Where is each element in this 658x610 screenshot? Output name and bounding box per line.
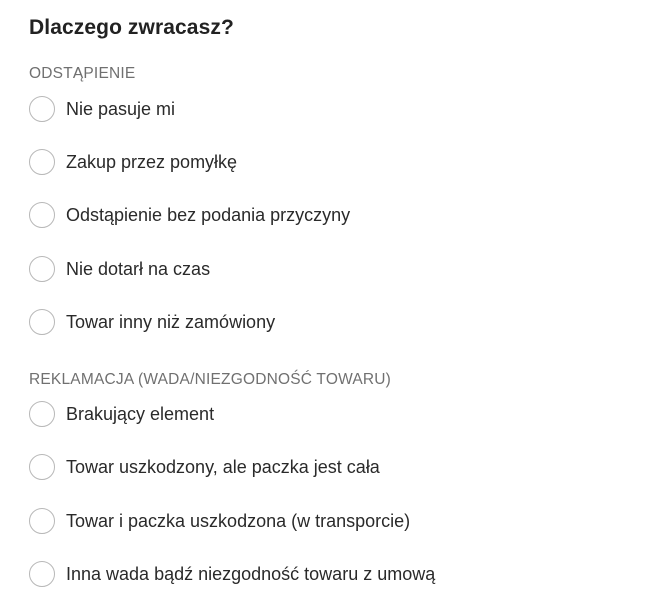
radio-button[interactable] — [29, 454, 55, 480]
option-label: Inna wada bądź niezgodność towaru z umową — [66, 563, 436, 584]
option-label: Towar i paczka uszkodzona (w transporcie) — [66, 510, 411, 531]
radio-button[interactable] — [29, 256, 55, 282]
option-nie-dotarl-na-czas[interactable] — [29, 255, 210, 283]
section-label-withdrawal: ODSTĄPIENIE — [29, 65, 136, 82]
option-label: Brakujący element — [66, 403, 215, 424]
option-zakup-przez-pomylke[interactable] — [29, 148, 237, 176]
section-label-complaint: REKLAMACJA (WADA/NIEZGODNOŚĆ TOWARU) — [29, 371, 392, 388]
radio-button[interactable] — [29, 401, 55, 427]
option-label: Towar uszkodzony, ale paczka jest cała — [66, 456, 380, 477]
option-towar-inny[interactable] — [29, 308, 275, 336]
option-brakujacy-element[interactable] — [29, 400, 214, 428]
option-towar-i-paczka-uszkodzona[interactable] — [29, 507, 410, 535]
radio-button[interactable] — [29, 96, 55, 122]
form-title: Dlaczego zwracasz? — [29, 16, 234, 39]
option-nie-pasuje-mi[interactable] — [29, 95, 175, 123]
option-label: Nie dotarł na czas — [66, 258, 211, 279]
radio-button[interactable] — [29, 508, 55, 534]
option-bez-podania-przyczyny[interactable] — [29, 201, 350, 229]
option-label: Odstąpienie bez podania przyczyny — [66, 204, 351, 225]
radio-button[interactable] — [29, 561, 55, 587]
option-label: Towar inny niż zamówiony — [66, 311, 276, 332]
radio-button[interactable] — [29, 309, 55, 335]
option-label: Zakup przez pomyłkę — [66, 151, 238, 172]
option-towar-uszkodzony-paczka-cala[interactable] — [29, 453, 380, 481]
radio-button[interactable] — [29, 149, 55, 175]
radio-button[interactable] — [29, 202, 55, 228]
option-inna-wada[interactable] — [29, 560, 435, 588]
option-label: Nie pasuje mi — [66, 98, 176, 119]
